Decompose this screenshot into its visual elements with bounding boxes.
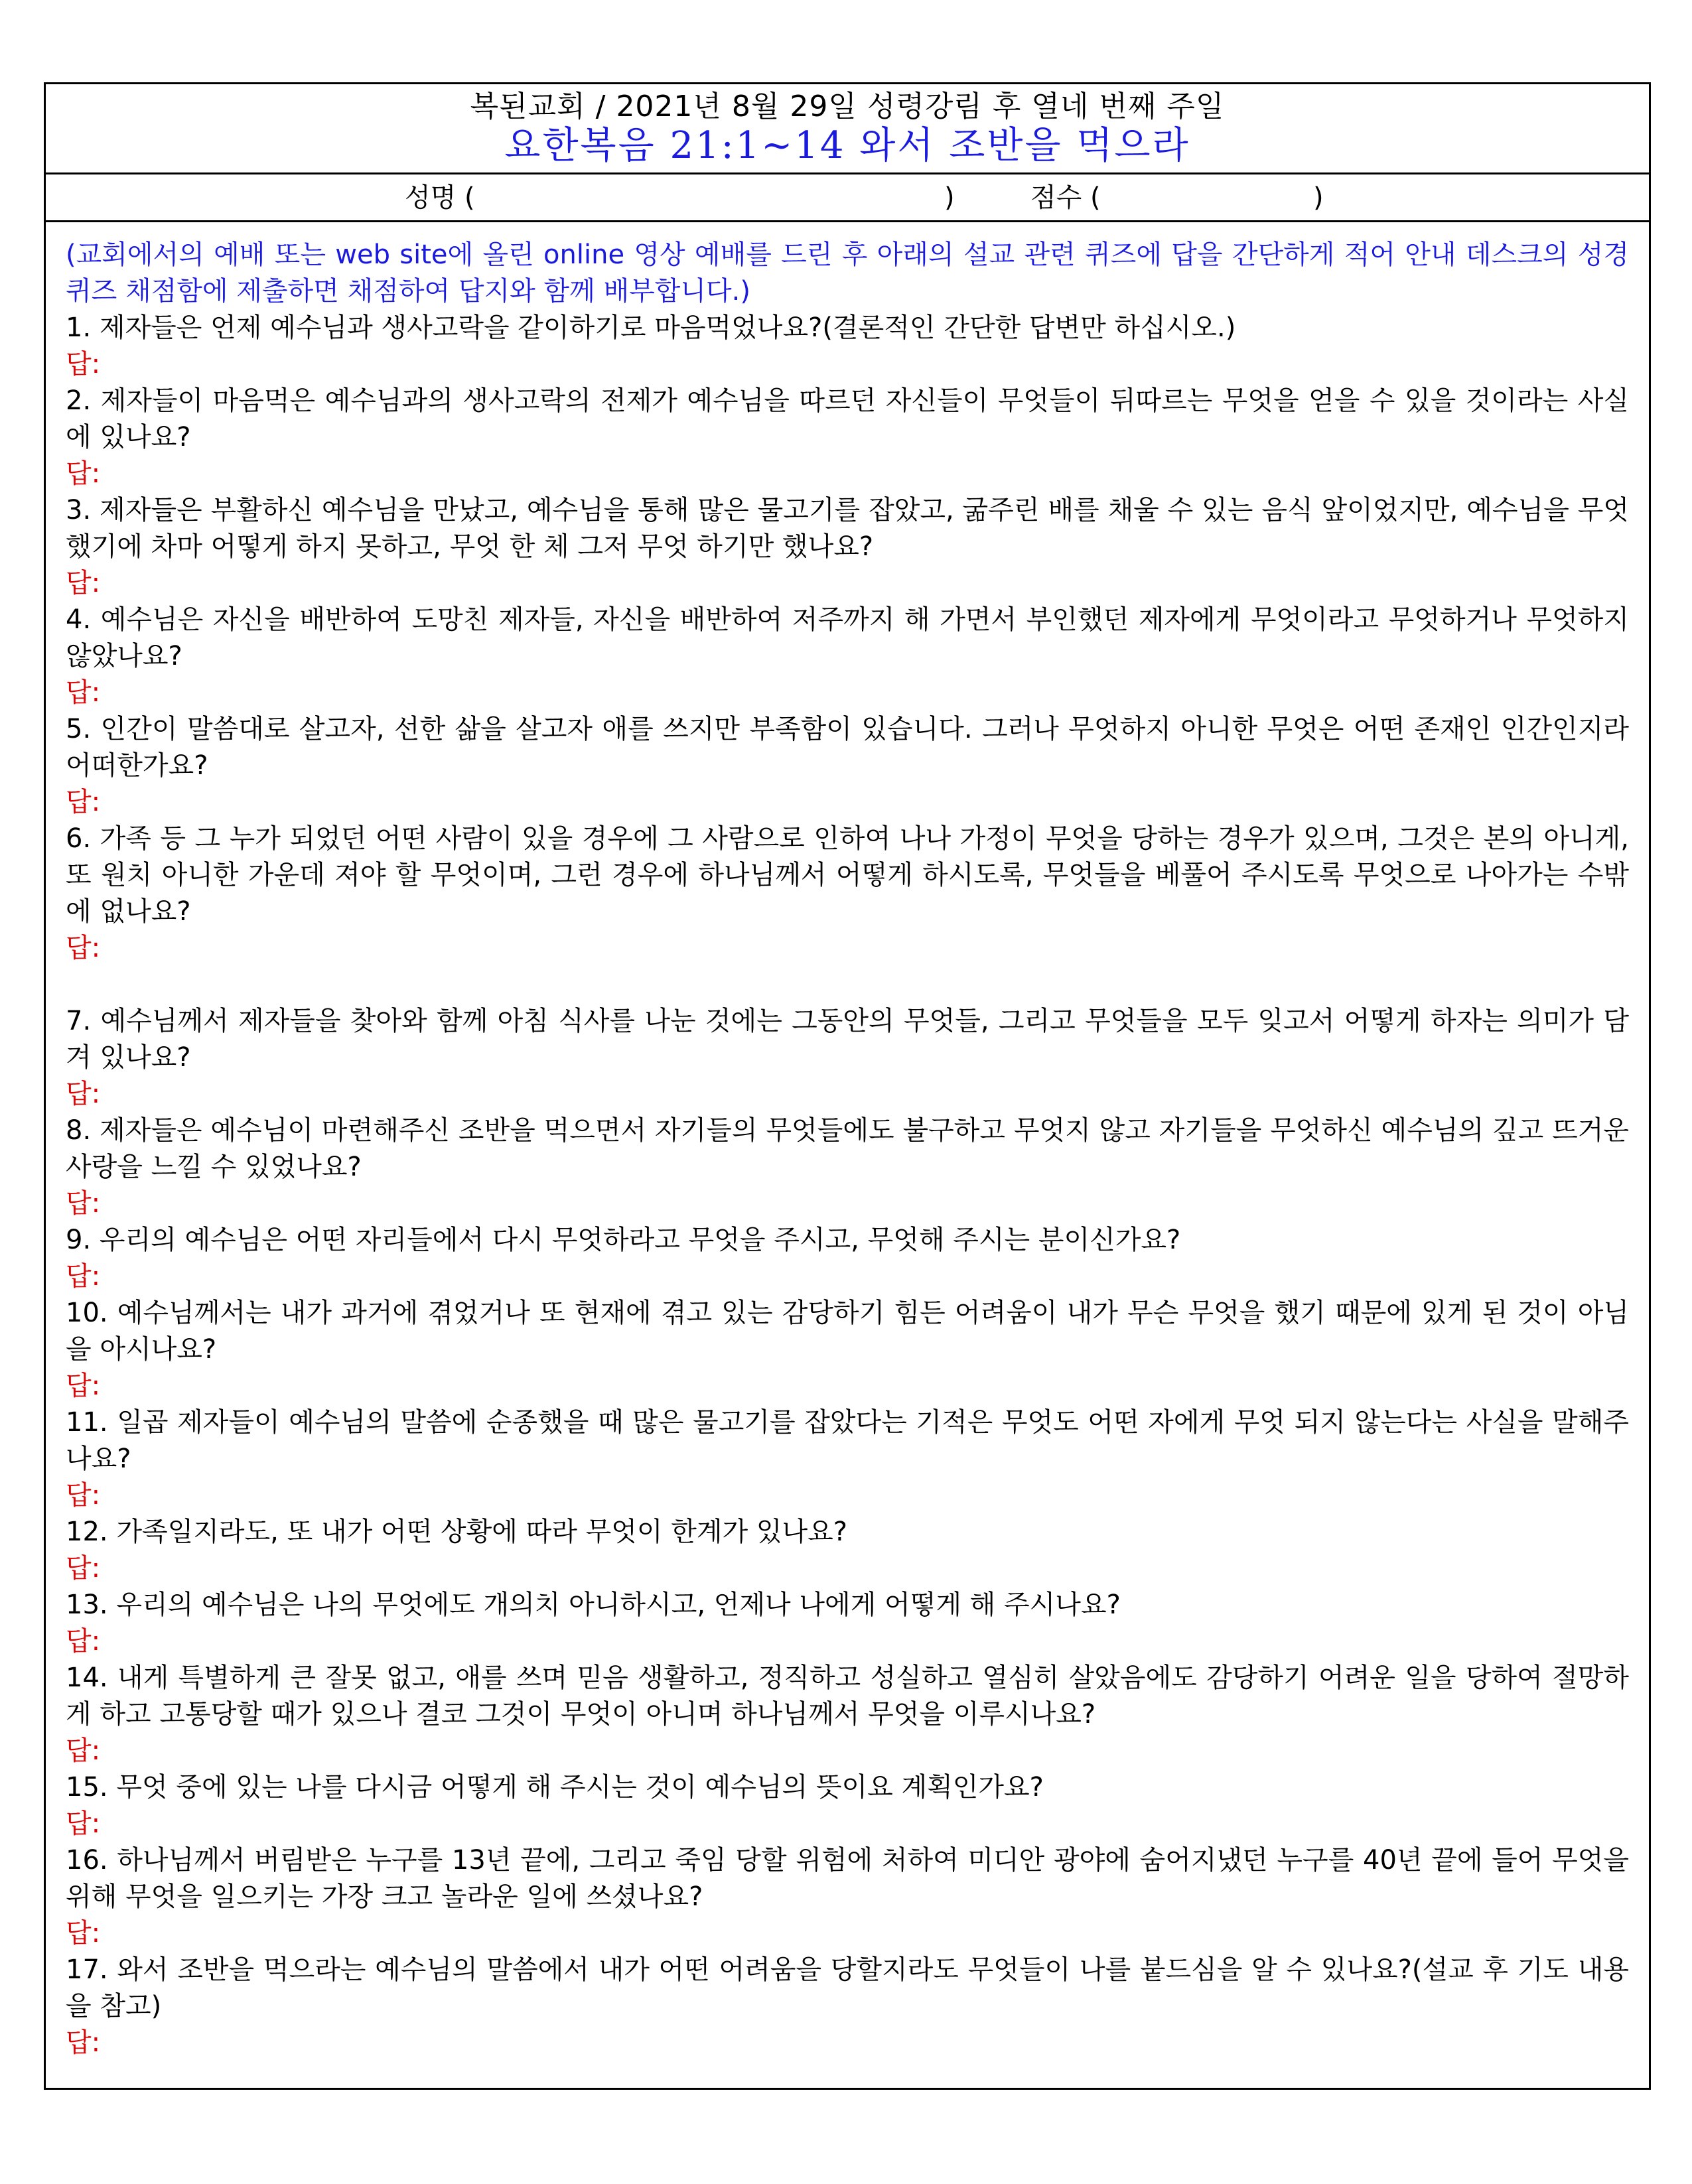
question-15: 15. 무엇 중에 있는 나를 다시금 어떻게 해 주시는 것이 예수님의 뜻이요 계획인가요? (66, 1772, 1044, 1803)
answer-label: 답: (66, 1626, 101, 1657)
answer-label: 답: (66, 1371, 101, 1401)
name-label: 성명 ( (405, 182, 475, 213)
answer-label: 답: (66, 1079, 101, 1109)
answer-label: 답: (66, 568, 101, 598)
answer-space (66, 967, 1629, 1003)
answer-label: 답: (66, 1553, 101, 1584)
answer-label: 답: (66, 1736, 101, 1766)
answer-label: 답: (66, 349, 101, 379)
question-9: 9. 우리의 예수님은 어떤 자리들에서 다시 무엇하라고 무엇을 주시고, 무엇해 주시는 분이신가요? (66, 1225, 1181, 1255)
question-17: 17. 와서 조반을 먹으라는 예수님의 말씀에서 내가 어떤 어려움을 당할지라도 무엇들이 나를 붙드심을 알 수 있나요?(설교 후 기도 내용을 참고) (66, 1954, 1629, 2021)
instructions: (교회에서의 예배 또는 web site에 올린 online 영상 예배를 드린 후 아래의 설교 관련 퀴즈에 답을 간단하게 적어 안내 데스크의 성경 퀴즈 채점함에 제출하면 채점하여 답지와 함께 배부합니다.) (66, 239, 1629, 307)
score-label: 점수 ( (1030, 182, 1101, 213)
answer-label: 답: (66, 2027, 101, 2058)
quiz-sheet (44, 82, 1651, 2090)
name-field-close: ) (944, 182, 955, 213)
question-13: 13. 우리의 예수님은 나의 무엇에도 개의치 아니하시고, 언제나 나에게 어떻게 해 주시나요? (66, 1590, 1121, 1620)
answer-label: 답: (66, 1809, 101, 1839)
question-3: 3. 제자들은 부활하신 예수님을 만났고, 예수님을 통해 많은 물고기를 잡았고, 굶주린 배를 채울 수 있는 음식 앞이었지만, 예수님을 무엇했기에 차마 어떻게 하지 못하고, 무엇 한 체 그저 무엇 하기만 했나요? (66, 495, 1629, 562)
score-field-close: ) (1313, 182, 1324, 213)
question-1: 1. 제자들은 언제 예수님과 생사고락을 같이하기로 마음먹었나요?(결론적인 간단한 답변만 하십시오.) (66, 312, 1236, 343)
question-12: 12. 가족일지라도, 또 내가 어떤 상황에 따라 무엇이 한계가 있나요? (66, 1517, 847, 1547)
answer-label: 답: (66, 1261, 101, 1292)
question-7: 7. 예수님께서 제자들을 찾아와 함께 아침 식사를 나눈 것에는 그동안의 무엇들, 그리고 무엇들을 모두 잊고서 어떻게 하자는 의미가 담겨 있나요? (66, 1006, 1629, 1073)
question-4: 4. 예수님은 자신을 배반하여 도망친 제자들, 자신을 배반하여 저주까지 해 가면서 부인했던 제자에게 무엇이라고 무엇하거나 무엇하지 않았나요? (66, 604, 1629, 671)
answer-label: 답: (66, 787, 101, 817)
question-8: 8. 제자들은 예수님이 마련해주신 조반을 먹으면서 자기들의 무엇들에도 불구하고 무엇지 않고 자기들을 무엇하신 예수님의 깊고 뜨거운 사랑을 느낄 수 있었나요? (66, 1115, 1629, 1182)
question-5: 5. 인간이 말씀대로 살고자, 선한 삶을 살고자 애를 쓰지만 부족함이 있습니다. 그러나 무엇하지 아니한 무엇은 어떤 존재인 인간인지라 어떠한가요? (66, 714, 1629, 781)
question-6: 6. 가족 등 그 누가 되었던 어떤 사람이 있을 경우에 그 사람으로 인하여 나나 가정이 무엇을 당하는 경우가 있으며, 그것은 본의 아니게, 또 원치 아니한 가운데 져야 할 무엇이며, 그런 경우에 하나님께서 어떻게 하시도록, 무엇들을 베풀어 주시도록 무엇으로 나아가는 수밖에 없나요? (66, 823, 1629, 927)
question-10: 10. 예수님께서는 내가 과거에 겪었거나 또 현재에 겪고 있는 감당하기 힘든 어려움이 내가 무슨 무엇을 했기 때문에 있게 된 것이 아님을 아시나요? (66, 1298, 1629, 1365)
answer-label: 답: (66, 458, 101, 489)
sermon-title: 요한복음 21:1~14 와서 조반을 먹으라 (504, 124, 1190, 167)
question-2: 2. 제자들이 마음먹은 예수님과의 생사고락의 전제가 예수님을 따르던 자신들이 무엇들이 뒤따르는 무엇을 얻을 수 있을 것이라는 사실에 있나요? (66, 385, 1629, 452)
answer-label: 답: (66, 933, 101, 963)
quiz-body (46, 222, 1649, 2061)
question-11: 11. 일곱 제자들이 예수님의 말씀에 순종했을 때 많은 물고기를 잡았다는 기적은 무엇도 어떤 자에게 무엇 되지 않는다는 사실을 말해주나요? (66, 1407, 1629, 1474)
question-16: 16. 하나님께서 버림받은 누구를 13년 끝에, 그리고 죽임 당할 위험에 처하여 미디안 광야에 숨어지냈던 누구를 40년 끝에 들어 무엇을 위해 무엇을 일으키는 가장 크고 놀라운 일에 쓰셨나요? (66, 1845, 1629, 1912)
sheet-header (46, 84, 1649, 174)
church-date-line: 복된교회 / 2021년 8월 29일 성령강림 후 열네 번째 주일 (470, 90, 1225, 123)
answer-label: 답: (66, 1480, 101, 1511)
question-14: 14. 내게 특별하게 큰 잘못 없고, 애를 쓰며 믿음 생활하고, 정직하고 성실하고 열심히 살았음에도 감당하기 어려운 일을 당하여 절망하게 하고 고통당할 때가 있으나 결코 그것이 무엇이 아니며 하나님께서 무엇을 이루시나요? (66, 1663, 1629, 1730)
answer-label: 답: (66, 1188, 101, 1219)
answer-label: 답: (66, 1918, 101, 1948)
answer-label: 답: (66, 677, 101, 708)
name-score-row (46, 174, 1649, 222)
